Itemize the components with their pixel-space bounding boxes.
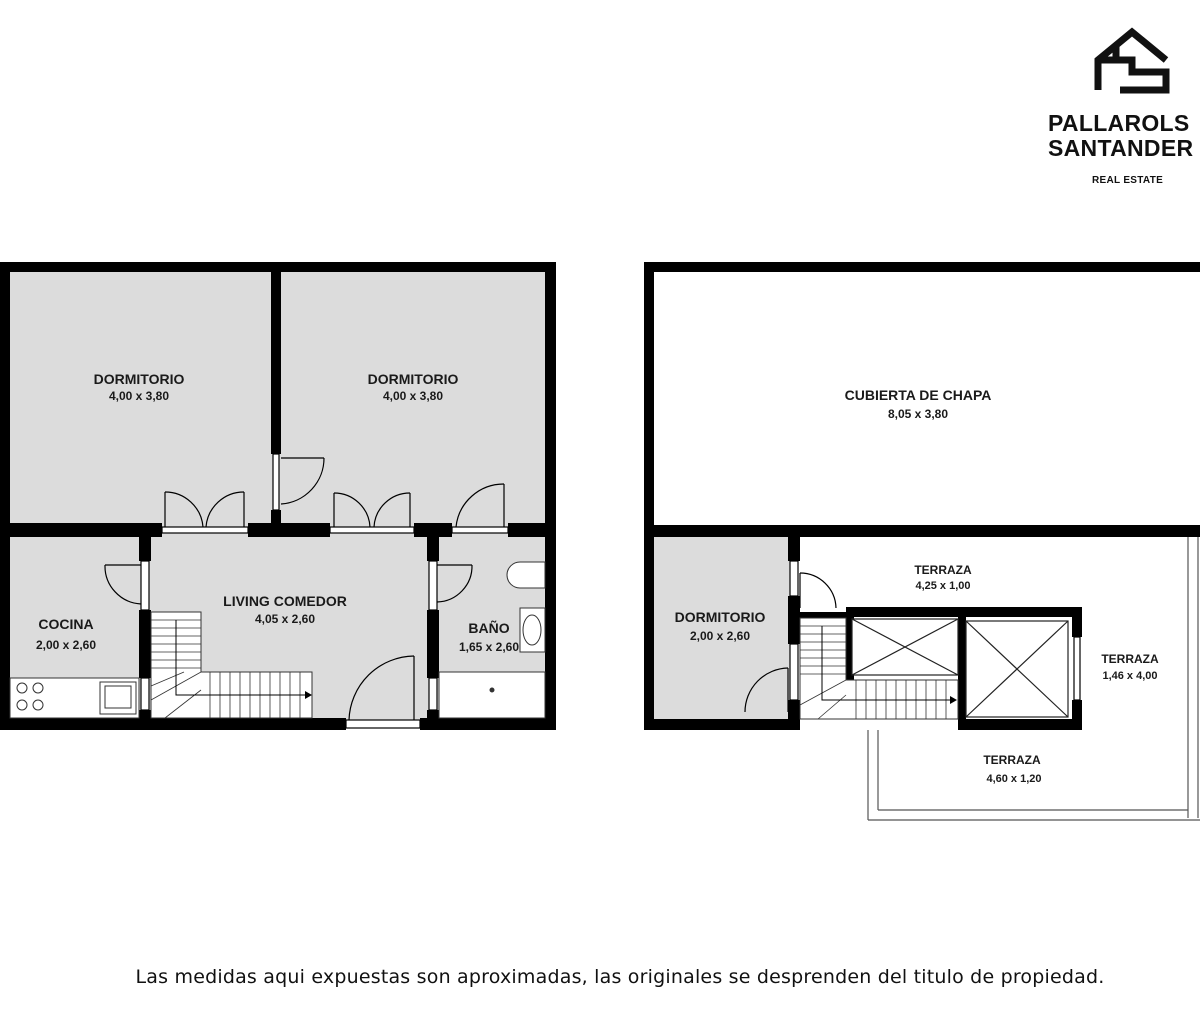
label-dormitorio-upper: DORMITORIO: [674, 609, 766, 625]
floor-plan-ground: [0, 262, 556, 730]
label-terraza-right: TERRAZA: [1101, 652, 1159, 666]
floor-plan-upper: [644, 262, 1200, 820]
brand-name-line2: SANTANDER: [1048, 135, 1194, 161]
label-living: LIVING COMEDOR: [223, 593, 347, 609]
label-terraza-bottom: TERRAZA: [983, 753, 1041, 767]
label-bano: BAÑO: [468, 620, 510, 636]
label-cocina: COCINA: [38, 616, 94, 632]
room-dormitorio-upper: [654, 537, 790, 719]
dims-dormitorio-b: 4,00 x 3,80: [382, 389, 444, 403]
dims-cubierta: 8,05 x 3,80: [887, 407, 949, 421]
dims-living: 4,05 x 2,60: [254, 612, 316, 626]
kitchen-counter: [10, 678, 139, 718]
label-terraza-top: TERRAZA: [914, 563, 972, 577]
brand-name-line1: PALLAROLS: [1048, 110, 1190, 136]
dims-terraza-top: 4,25 x 1,00: [915, 580, 971, 592]
dims-terraza-right: 1,46 x 4,00: [1102, 670, 1158, 682]
dims-dormitorio-upper: 2,00 x 2,60: [689, 629, 751, 643]
dims-dormitorio-a: 4,00 x 3,80: [108, 389, 170, 403]
label-dormitorio-b: DORMITORIO: [367, 371, 459, 387]
dims-terraza-bottom: 4,60 x 1,20: [986, 773, 1042, 785]
label-dormitorio-a: DORMITORIO: [93, 371, 185, 387]
disclaimer-note: Las medidas aqui expuestas son aproximadas, las originales se desprenden del titulo de propiedad.: [135, 966, 1105, 988]
dims-cocina: 2,00 x 2,60: [35, 638, 97, 652]
dims-bano: 1,65 x 2,60: [458, 640, 520, 654]
label-cubierta: CUBIERTA DE CHAPA: [844, 387, 992, 403]
brand-subtitle: REAL ESTATE: [1092, 175, 1164, 186]
